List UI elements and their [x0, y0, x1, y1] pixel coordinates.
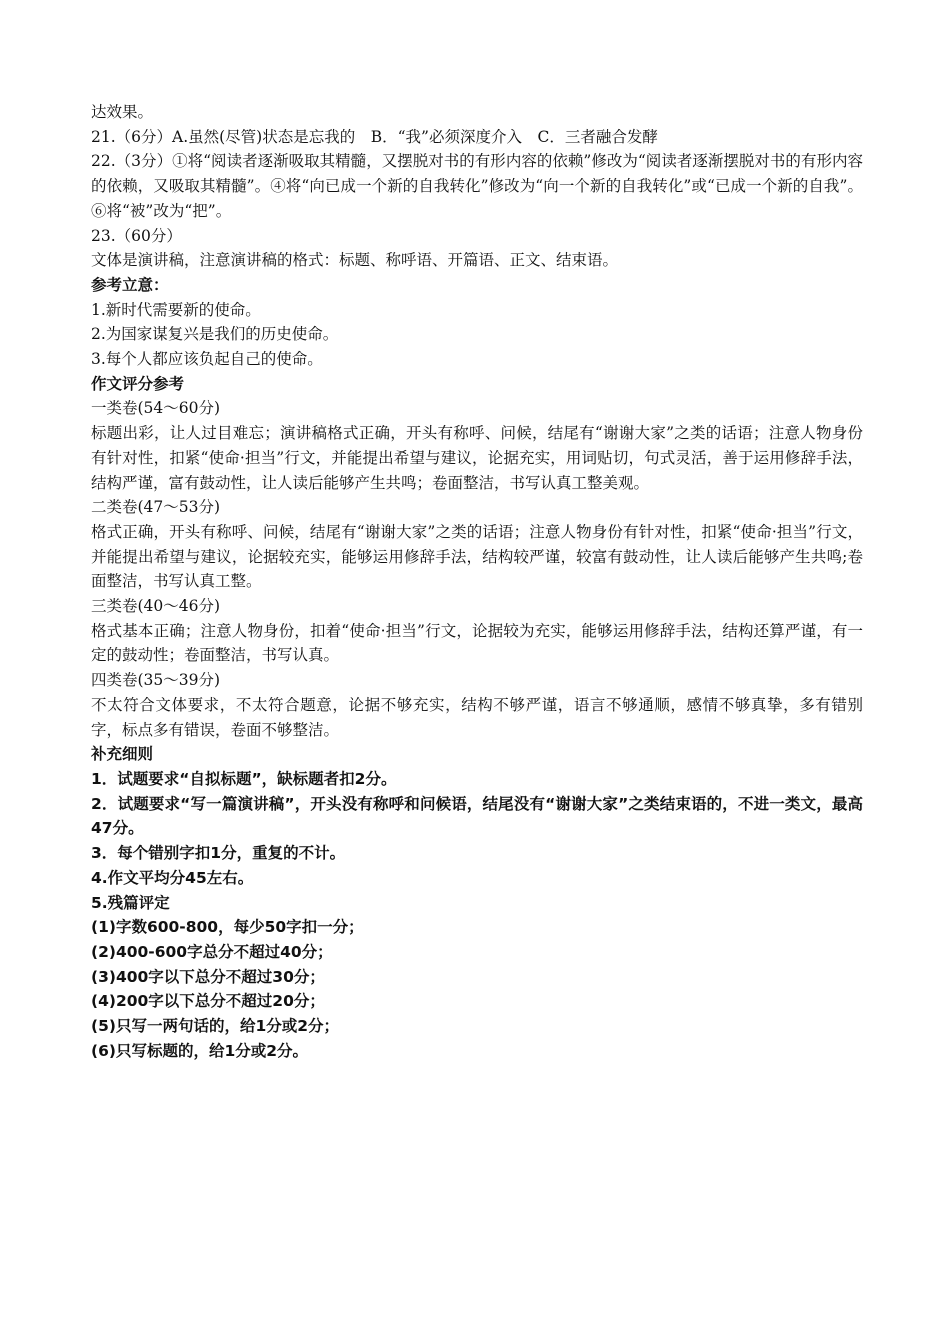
genre-note: 文体是演讲稿，注意演讲稿的格式：标题、称呼语、开篇语、正文、结束语。 [91, 251, 619, 270]
theme-item-1: 1.新时代需要新的使命。 [91, 300, 261, 319]
rule-5-heading: 5.残篇评定 [91, 893, 170, 912]
rule-1: 1．试题要求“自拟标题”，缺标题者扣2分。 [91, 769, 397, 788]
answer-23-heading: 23.（60分） [91, 226, 182, 245]
rule-5-item-2: (2)400-600字总分不超过40分； [91, 942, 333, 961]
theme-item-3: 3.每个人都应该负起自己的使命。 [91, 350, 323, 369]
grade-4-criteria: 不太符合文体要求，不太符合题意，论据不够充实，结构不够严谨，语言不够通顺，感情不够真挚，多有错别字，标点多有错误，卷面不够整洁。 [91, 695, 863, 739]
grade-2-criteria: 格式正确，开头有称呼、问候，结尾有“谢谢大家”之类的话语；注意人物身份有针对性，扣紧“使命·担当”行文，并能提出希望与建议，论据较充实，能够运用修辞手法，结构较严谨，较富有鼓动性，让人读后能够产生共鸣;卷面整洁，书写认真工整。 [91, 522, 863, 591]
rule-5-item-1: (1)字数600-800，每少50字扣一分； [91, 918, 364, 937]
grade-1-heading: 一类卷(54～60分) [91, 399, 221, 418]
rule-5-item-6: (6)只写标题的，给1分或2分。 [91, 1041, 309, 1060]
answer-21: 21.（6分）A.虽然(尽管)状态是忘我的 B．“我”必须深度介入 C．三者融合发酵 [91, 127, 658, 146]
rule-5-item-4: (4)200字以下总分不超过20分； [91, 992, 325, 1011]
rule-4: 4.作文平均分45左右。 [91, 868, 254, 887]
grade-4-heading: 四类卷(35～39分) [91, 671, 221, 690]
grade-3-heading: 三类卷(40～46分) [91, 597, 221, 616]
rule-5-item-5: (5)只写一两句话的，给1分或2分； [91, 1017, 340, 1036]
reference-theme-heading: 参考立意： [91, 275, 169, 294]
text-line-continuation: 达效果。 [91, 103, 154, 121]
rule-5-item-3: (3)400字以下总分不超过30分； [91, 967, 325, 986]
supplementary-rules-heading: 补充细则 [91, 745, 154, 764]
grade-3-criteria: 格式基本正确；注意人物身份，扣着“使命·担当”行文，论据较为充实，能够运用修辞手法，结构还算严谨，有一定的鼓动性；卷面整洁，书写认真。 [91, 621, 863, 665]
theme-item-2: 2.为国家谋复兴是我们的历史使命。 [91, 325, 339, 344]
rule-2: 2．试题要求“写一篇演讲稿”，开头没有称呼和问候语，结尾没有“谢谢大家”之类结束语的，不进一类文，最高47分。 [91, 794, 863, 838]
grade-1-criteria: 标题出彩，让人过目难忘；演讲稿格式正确，开头有称呼、问候，结尾有“谢谢大家”之类的话语；注意人物身份有针对性，扣紧“使命·担当”行文，并能提出希望与建议，论据充实，用词贴切，句式灵活，善于运用修辞手法，结构严谨，富有鼓动性，让人读后能够产生共鸣；卷面整洁，书写认真工整美观。 [91, 424, 863, 492]
grade-2-heading: 二类卷(47～53分) [91, 498, 221, 517]
answer-22: 22.（3分）①将“阅读者逐渐吸取其精髓，又摆脱对书的有形内容的依赖”修改为“阅读者逐渐摆脱对书的有形内容的依赖，又吸取其精髓”。④将“向已成一个新的自我转化”修改为“向一个新的自我转化”或“已成一个新的自我”。⑥将“被”改为“把”。 [91, 152, 863, 220]
rule-3: 3．每个错别字扣1分，重复的不计。 [91, 844, 346, 863]
grading-reference-heading: 作文评分参考 [91, 374, 185, 393]
answer-key-page [91, 100, 863, 1063]
